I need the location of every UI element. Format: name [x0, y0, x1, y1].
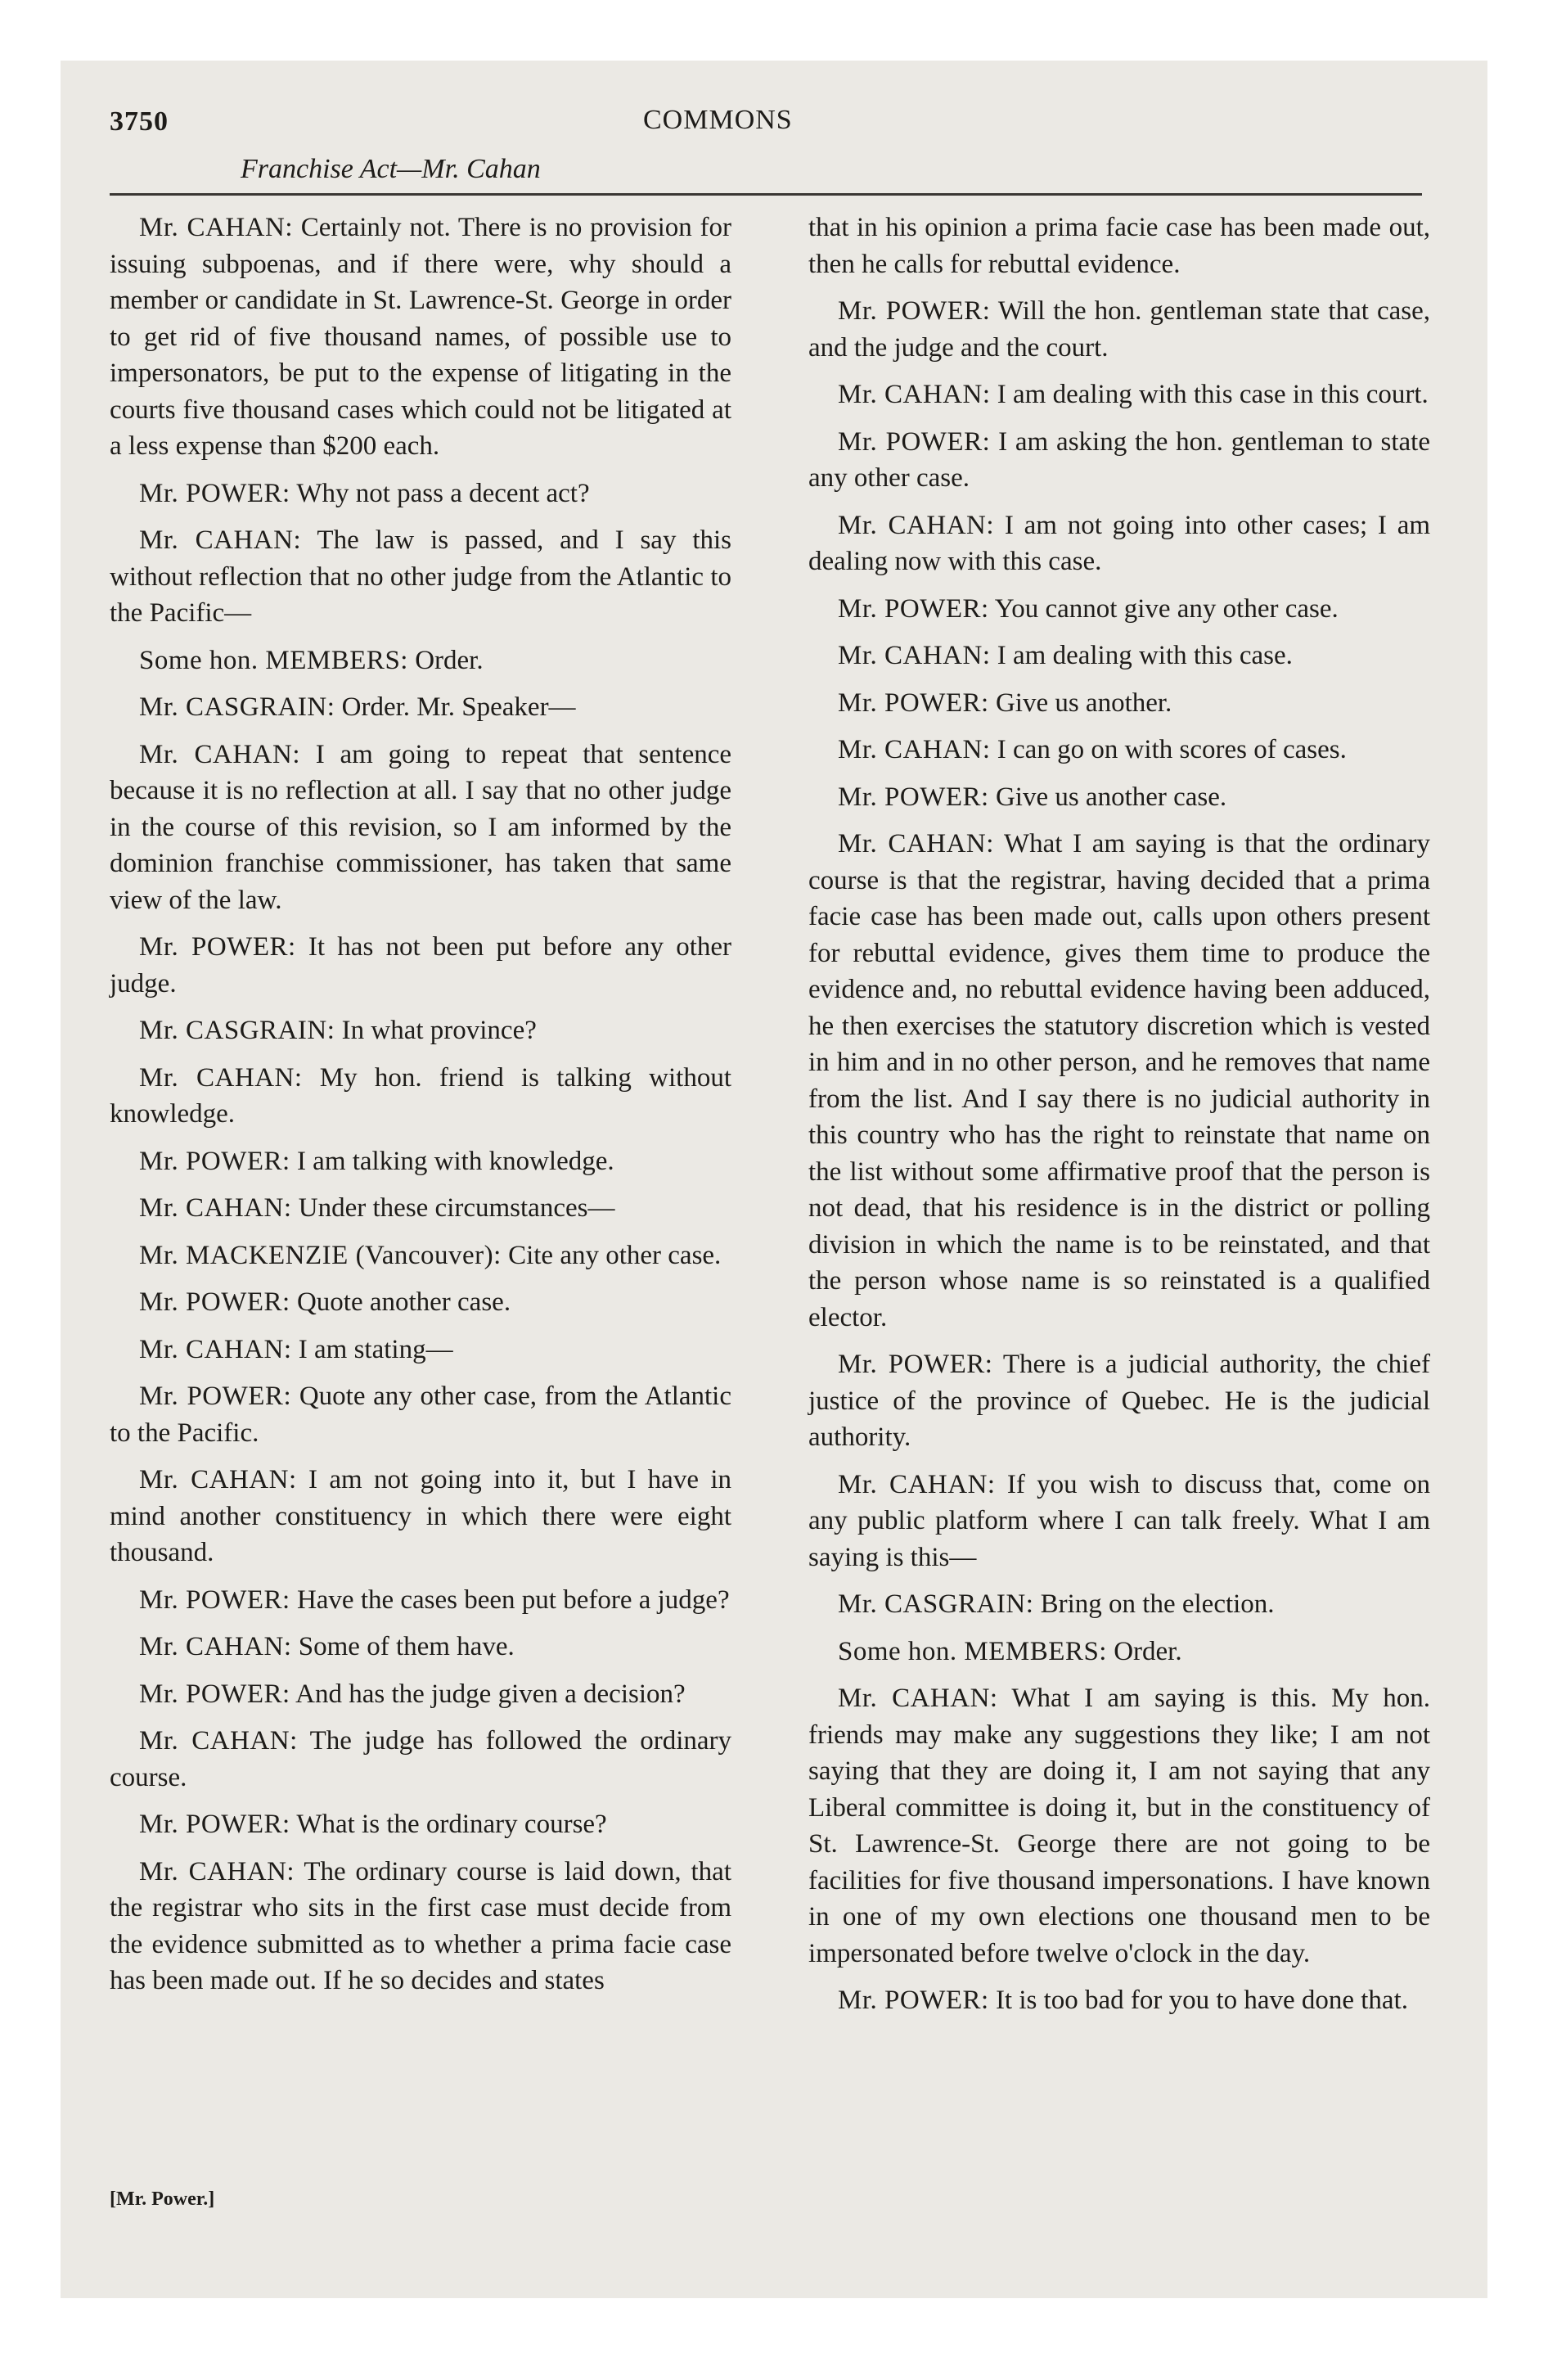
- speech-text: You cannot give any other case.: [994, 593, 1339, 624]
- speech-paragraph: [808, 293, 1430, 366]
- speech-text: Cite any other case.: [508, 1240, 722, 1270]
- speaker-name: Mr. CAHAN:: [139, 1062, 303, 1093]
- speech-paragraph: [110, 1462, 731, 1571]
- footer-note: [Mr. Power.]: [110, 2188, 215, 2210]
- speech-paragraph: [110, 1629, 731, 1666]
- speaker-name: Mr. POWER:: [838, 296, 991, 326]
- speech-text: I am dealing with this case.: [997, 641, 1293, 670]
- speech-text: And has the judge given a decision?: [295, 1679, 686, 1709]
- speech-paragraph: [808, 424, 1430, 497]
- speaker-name: Mr. CAHAN:: [139, 1726, 298, 1756]
- speech-paragraph: [110, 522, 731, 632]
- speech-text: What I am saying is this. My hon. friends may make any suggestions they like; I am not saying that they are doing it, I am not saying that any Liberal committee is doing it, but in the constituency of St. Lawrence-St. George there are not going to be facilities for five thousand impersonations. I have known in one of my own elections one thousand men to be impersonated before twelve o'clock in the day.: [808, 1684, 1430, 1968]
- speech-text: The judge has followed the ordinary course.: [110, 1726, 731, 1792]
- speech-paragraph: [110, 642, 731, 679]
- running-title: COMMONS: [643, 105, 793, 135]
- speech-paragraph: [110, 1143, 731, 1180]
- speaker-name: Mr. POWER:: [139, 1679, 290, 1709]
- speaker-name: Mr. CAHAN:: [838, 641, 991, 670]
- speaker-name: Mr. POWER:: [139, 1287, 290, 1317]
- speech-paragraph: [110, 1237, 731, 1274]
- speech-paragraph: [110, 210, 731, 465]
- speaker-name: Mr. CAHAN:: [838, 1684, 998, 1713]
- speech-paragraph: [110, 1332, 731, 1368]
- speech-text: It is too bad for you to have done that.: [995, 1986, 1408, 2015]
- speech-text: I am going to repeat that sentence because it is no reflection at all. I say that no other judge in the course of this revision, so I am informed by the dominion franchise commissioner, has taken that same view of the law.: [110, 739, 732, 915]
- speaker-name: Mr. CAHAN:: [139, 1334, 292, 1364]
- speech-paragraph: [808, 1467, 1430, 1576]
- speech-text: Quote any other case, from the Atlantic to the Pacific.: [110, 1382, 731, 1448]
- speech-text: that in his opinion a prima facie case has been made out, then he calls for rebuttal evidence.: [808, 213, 1430, 279]
- speaker-name: Mr. POWER:: [139, 1810, 290, 1839]
- speaker-name: Mr. POWER:: [139, 932, 296, 962]
- left-column: [110, 210, 731, 2010]
- speech-text: Will the hon. gentleman state that case, and the judge and the court.: [808, 296, 1430, 363]
- speech-paragraph: [110, 1723, 731, 1796]
- speech-paragraph: [808, 685, 1430, 722]
- speaker-name: Mr. CASGRAIN:: [838, 1589, 1034, 1619]
- speaker-name: Some hon. MEMBERS:: [838, 1636, 1107, 1666]
- speech-paragraph: [808, 1586, 1430, 1623]
- speech-text: I can go on with scores of cases.: [997, 735, 1347, 764]
- speaker-name: Mr. CAHAN:: [838, 829, 994, 859]
- speaker-name: Mr. CAHAN:: [139, 1632, 292, 1661]
- speech-paragraph: [808, 591, 1430, 628]
- speech-text: Some of them have.: [298, 1632, 515, 1661]
- speech-text: I am asking the hon. gentleman to state any other case.: [808, 426, 1430, 493]
- speaker-name: Mr. CAHAN:: [838, 380, 991, 409]
- speaker-name: Mr. CAHAN:: [838, 510, 995, 540]
- speech-text: What is the ordinary course?: [296, 1810, 607, 1839]
- speech-paragraph: [808, 1346, 1430, 1456]
- speech-paragraph: [110, 1582, 731, 1619]
- speech-text: What I am saying is that the ordinary course is that the registrar, having decided that a prima facie case has been made out, calls upon others present for rebuttal evidence, gives them time to produce the evidence and, no rebuttal evidence having been adduced, he then exercises the statutory discretion which is vested in him and in no other person, and he removes that name from the list. And I say there is no judicial authority in this country who has the right to reinstate that name on the list without some affirmative proof that the person is not dead, that his residence is in the district or polling division in which the name is to be reinstated, and that the person whose name is so reinstated is a qualified elector.: [808, 829, 1430, 1332]
- speaker-name: Mr. POWER:: [139, 1146, 290, 1176]
- speech-paragraph: [808, 638, 1430, 674]
- speech-paragraph: [808, 1680, 1430, 1972]
- speech-paragraph: [110, 1284, 731, 1321]
- speech-paragraph: [808, 826, 1430, 1336]
- speech-text: I am not going into other cases; I am dealing now with this case.: [808, 510, 1431, 576]
- speech-paragraph: [808, 1982, 1430, 2019]
- speech-text: If you wish to discuss that, come on any public platform where I can talk freely. What I am saying is this—: [808, 1469, 1431, 1572]
- speaker-name: Mr. POWER:: [838, 687, 989, 718]
- speech-paragraph: [110, 1012, 731, 1049]
- speech-text: Give us another case.: [995, 782, 1227, 812]
- speaker-name: Mr. CAHAN:: [838, 1469, 996, 1499]
- speech-text: Bring on the election.: [1040, 1589, 1275, 1619]
- speech-paragraph: [808, 376, 1430, 413]
- right-column: [808, 210, 1430, 2030]
- speaker-name: Mr. CAHAN:: [139, 1465, 297, 1494]
- speech-text: It has not been put before any other judge.: [110, 932, 732, 998]
- speaker-name: Mr. CAHAN:: [139, 1856, 295, 1886]
- speech-paragraph: [110, 1378, 731, 1451]
- speech-text: The law is passed, and I say this without reflection that no other judge from the Atlantic to the Pacific—: [110, 525, 731, 628]
- speech-paragraph: [110, 1190, 731, 1227]
- speaker-name: Mr. POWER:: [838, 593, 989, 624]
- header-rule: [110, 193, 1422, 196]
- speech-text: I am talking with knowledge.: [296, 1146, 614, 1176]
- speech-paragraph: [110, 1806, 731, 1843]
- speaker-name: Mr. CAHAN:: [139, 1193, 292, 1223]
- speech-paragraph: [110, 1676, 731, 1713]
- speaker-name: Mr. CAHAN:: [139, 213, 294, 242]
- speech-text: Have the cases been put before a judge?: [296, 1584, 730, 1615]
- speech-text: There is a judicial authority, the chief justice of the province of Quebec. He is the judicial authority.: [808, 1350, 1430, 1452]
- speech-text: Quote another case.: [296, 1287, 511, 1317]
- speech-text: I am stating—: [298, 1334, 453, 1364]
- speaker-name: Mr. POWER:: [139, 1584, 290, 1615]
- speaker-name: Mr. CASGRAIN:: [139, 692, 335, 722]
- speaker-name: Mr. POWER:: [838, 426, 991, 457]
- speaker-name: Mr. POWER:: [838, 1350, 993, 1379]
- speech-text: I am dealing with this case in this court.: [997, 380, 1429, 409]
- running-subtitle: Franchise Act—Mr. Cahan: [241, 154, 541, 184]
- speaker-name: Mr. MACKENZIE (Vancouver):: [139, 1240, 502, 1270]
- speech-text: Under these circumstances—: [298, 1193, 615, 1223]
- speech-paragraph: [110, 737, 731, 919]
- speech-paragraph: [808, 732, 1430, 769]
- speech-paragraph: [808, 210, 1430, 282]
- speaker-name: Mr. POWER:: [838, 782, 989, 812]
- speech-paragraph: [110, 929, 731, 1002]
- speech-paragraph: [110, 1060, 731, 1133]
- speaker-name: Mr. POWER:: [139, 478, 290, 508]
- speech-paragraph: [110, 476, 731, 512]
- speech-text: My hon. friend is talking without knowledge.: [110, 1062, 731, 1129]
- speech-text: Order.: [1114, 1636, 1182, 1666]
- speech-text: I am not going into it, but I have in mind another constituency in which there were eight thousand.: [110, 1465, 731, 1567]
- speaker-name: Mr. CAHAN:: [139, 525, 302, 555]
- speaker-name: Mr. POWER:: [838, 1986, 989, 2015]
- speech-paragraph: [808, 507, 1430, 580]
- speech-text: In what province?: [341, 1016, 537, 1045]
- speech-paragraph: [808, 779, 1430, 816]
- speech-paragraph: [808, 1634, 1430, 1670]
- speech-text: Certainly not. There is no provision for issuing subpoenas, and if there were, why should a member or candidate in St. Lawrence-St. George in order to get rid of five thousand names, of possible use to impersonators, be put to the expense of litigating in the courts five thousand cases which could not be litigated at a less expense than $200 each.: [110, 213, 731, 461]
- speaker-name: Mr. CAHAN:: [139, 739, 301, 769]
- speech-text: Order.: [415, 645, 484, 675]
- speech-text: Give us another.: [995, 687, 1172, 718]
- speech-paragraph: [110, 1854, 731, 1999]
- speaker-name: Some hon. MEMBERS:: [139, 645, 408, 675]
- speaker-name: Mr. CASGRAIN:: [139, 1016, 335, 1045]
- page-number: 3750: [110, 106, 169, 137]
- speech-text: Why not pass a decent act?: [296, 478, 590, 508]
- speech-paragraph: [110, 689, 731, 726]
- speaker-name: Mr. POWER:: [139, 1382, 292, 1411]
- speech-text: Order. Mr. Speaker—: [341, 692, 576, 722]
- speech-text: The ordinary course is laid down, that the registrar who sits in the first case must decide from the evidence submitted as to whether a prima facie case has been made out. If he so decides and states: [110, 1856, 731, 1995]
- speaker-name: Mr. CAHAN:: [838, 735, 991, 764]
